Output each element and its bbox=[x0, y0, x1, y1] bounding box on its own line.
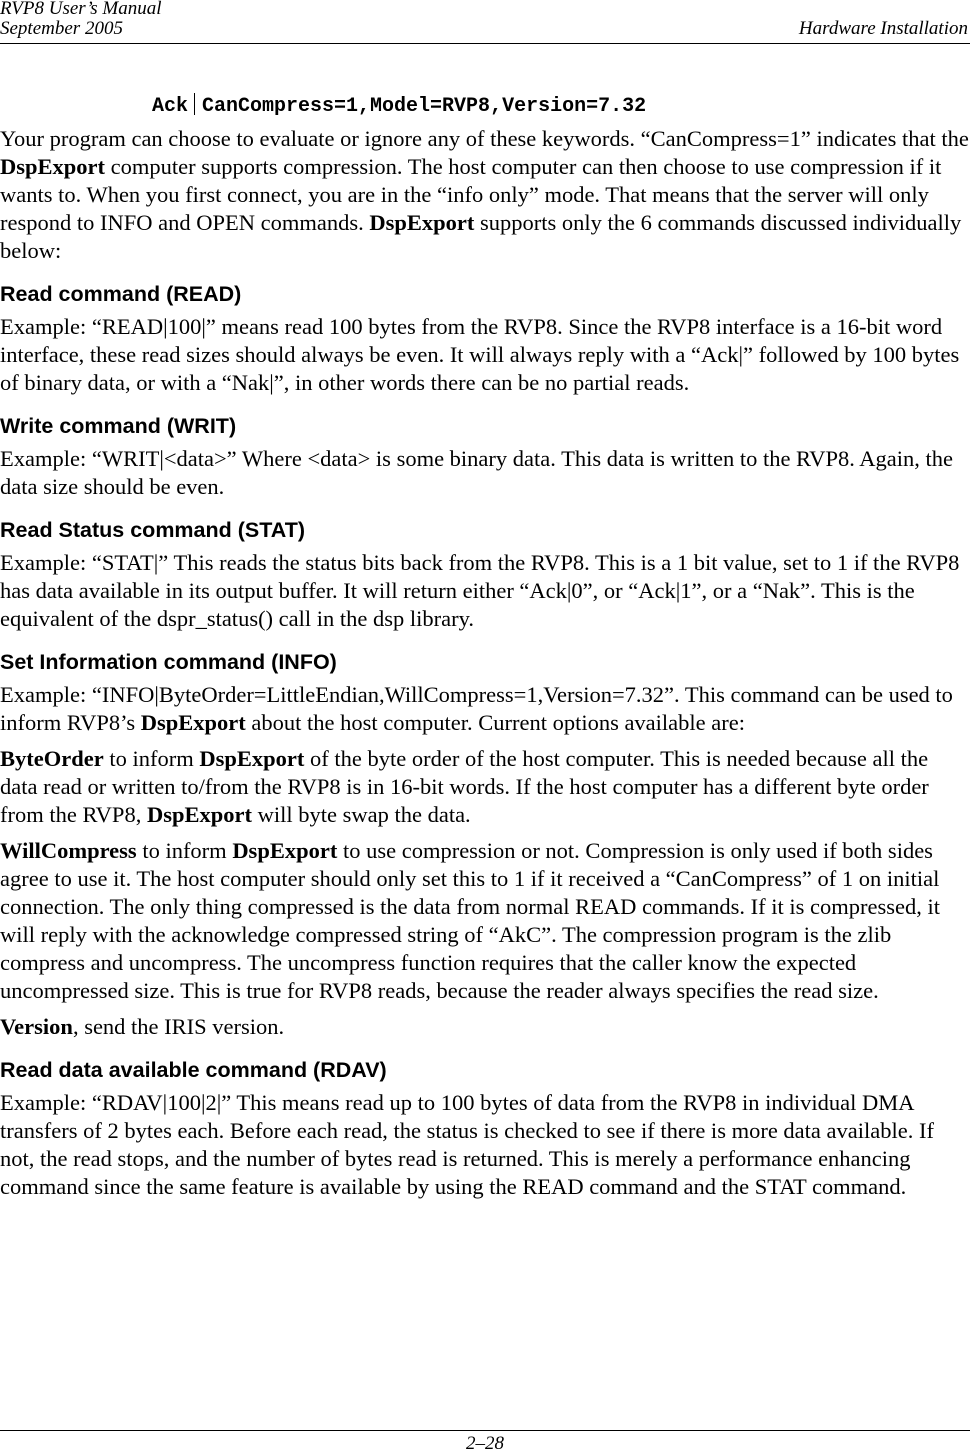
text-run: will byte swap the data. bbox=[251, 802, 471, 827]
header-rule bbox=[0, 43, 970, 44]
text-run: computer supports compression. The host computer can then choose to use compression if it wants to. When you first connect, you are in the “info only” mode. That means that the server will only respond to INFO and OPEN commands. bbox=[0, 154, 942, 235]
text-run: Example: “READ|100|” means read 100 bytes from the RVP8. Since the RVP8 interface is a 16-bit word interface, these read sizes should always be even. It will always reply with a “Ack|” followed by 100 bytes of binary data, or with a “Nak|”, in other words there can be no partial reads. bbox=[0, 314, 960, 395]
code-example bbox=[152, 93, 970, 119]
text-run: to inform bbox=[103, 746, 200, 771]
section-heading: Read Status command (STAT) bbox=[0, 518, 306, 542]
code-params: CanCompress=1,Model=RVP8,Version=7.32 bbox=[202, 95, 647, 118]
text-run: to use compression or not. Compression is only used if both sides agree to use it. The host computer should only set this to 1 if it received a “CanCompress” of 1 on initial connection. The only thing compressed is the data from normal READ commands. If it is compressed, it will reply with the acknowledge compressed string of “AkC”. The compression program is the zlib compress and uncompress. The uncompress function requires that the caller know the expected uncompressed size. This is true for RVP8 reads, because the reader always specifies the read size. bbox=[0, 838, 941, 1003]
header-date: September 2005 bbox=[0, 18, 123, 39]
text-run: of the byte order of the host computer. This is needed because all the data read or written to/from the RVP8 is in 16-bit words. If the host computer has a different byte order from the RVP8, bbox=[0, 746, 929, 827]
text-run: , send the IRIS version. bbox=[72, 1014, 285, 1039]
text-run: Example: “WRIT|<data>” Where <data> is some binary data. This data is written to the RVP8. Again, the data size should be even. bbox=[0, 446, 954, 499]
section-heading: Read command (READ) bbox=[0, 282, 242, 306]
code-ack: Ack bbox=[152, 95, 189, 118]
section-heading: Read data available command (RDAV) bbox=[0, 1058, 387, 1082]
bold-term: DspExport bbox=[232, 838, 338, 863]
command-sections bbox=[0, 281, 970, 1201]
body-paragraph bbox=[0, 745, 970, 829]
bold-term: DspExport bbox=[369, 210, 475, 235]
body-paragraph bbox=[0, 445, 970, 501]
text-run: supports only the 6 commands discussed individually below: bbox=[0, 210, 962, 263]
bold-term: DspExport bbox=[199, 746, 305, 771]
text-run: about the host computer. Current options available are: bbox=[245, 710, 745, 735]
section-title: Hardware Installation bbox=[798, 18, 968, 39]
page-content bbox=[0, 93, 970, 1209]
text-run: Example: “INFO|ByteOrder=LittleEndian,WillCompress=1,Version=7.32”. This command can be used to inform RVP8’s bbox=[0, 682, 953, 735]
bold-term: DspExport bbox=[146, 802, 252, 827]
body-paragraph bbox=[0, 1013, 970, 1041]
text-run: Your program can choose to evaluate or ignore any of these keywords. “CanCompress=1” indicates that the bbox=[0, 126, 969, 151]
bold-term: WillCompress bbox=[0, 838, 137, 863]
body-paragraph bbox=[0, 837, 970, 1005]
code-separator bbox=[194, 93, 195, 115]
intro-paragraph bbox=[0, 125, 970, 265]
body-paragraph bbox=[0, 549, 970, 633]
bold-term: Version bbox=[0, 1014, 73, 1039]
body-paragraph bbox=[0, 1089, 970, 1201]
section-heading: Write command (WRIT) bbox=[0, 414, 237, 438]
text-run: Example: “RDAV|100|2|” This means read up to 100 bytes of data from the RVP8 in individual DMA transfers of 2 bytes each. Before each read, the status is checked to see if there is more data available. If not, the read stops, and the number of bytes read is returned. This is merely a performance enhancing command since the same feature is available by using the READ command and the STAT command. bbox=[0, 1090, 934, 1199]
bold-term: DspExport bbox=[140, 710, 246, 735]
text-run: Example: “STAT|” This reads the status bits back from the RVP8. This is a 1 bit value, set to 1 if the RVP8 has data available in its output buffer. It will return either “Ack|0”, or “Ack|1”, or a “Nak”. This is the equivalent of the dspr_status() call in the dsp library. bbox=[0, 550, 960, 631]
text-run: to inform bbox=[136, 838, 233, 863]
page-number: 2–28 bbox=[466, 1433, 504, 1454]
bold-term: ByteOrder bbox=[0, 746, 104, 771]
body-paragraph bbox=[0, 681, 970, 737]
section-heading: Set Information command (INFO) bbox=[0, 650, 337, 674]
footer-rule bbox=[0, 1430, 970, 1431]
body-paragraph bbox=[0, 313, 970, 397]
bold-term: DspExport bbox=[0, 154, 106, 179]
manual-title: RVP8 User’s Manual bbox=[0, 0, 162, 19]
